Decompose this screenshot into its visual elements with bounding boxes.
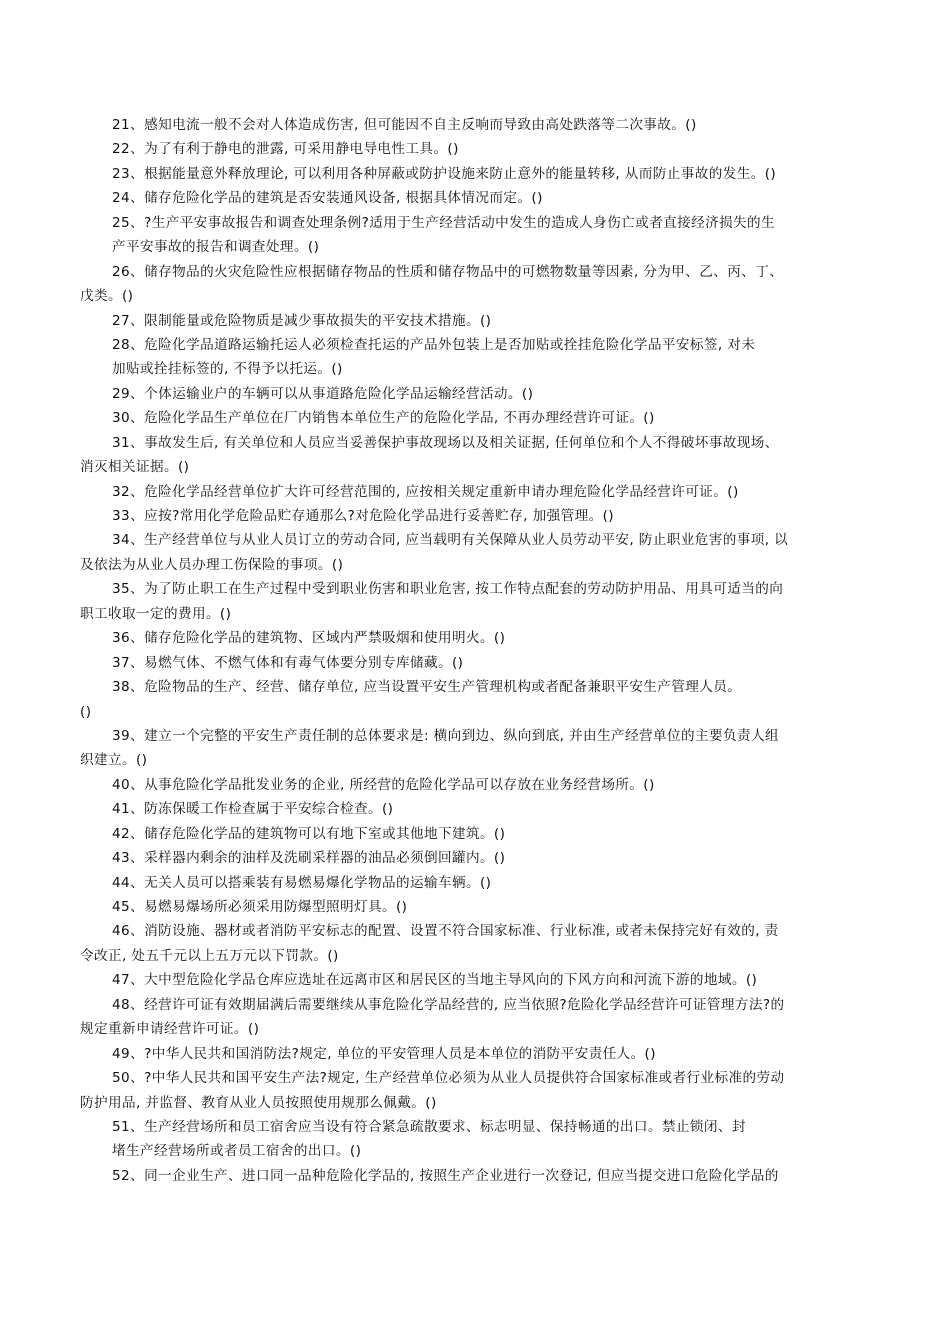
text-line: 防护用品, 并监督、教育从业人员按照使用规那么佩戴。()	[80, 1094, 437, 1111]
text-line: 34、生产经营单位与从业人员订立的劳动合同, 应当载明有关保障从业人员劳动平安, 防止职业危害的事项, 以	[112, 532, 789, 549]
text-line: 26、储存物品的火灾危险性应根据储存物品的性质和储存物品中的可燃物数量等因素, 分为甲、乙、丙、丁、	[112, 263, 784, 280]
text-line: 32、危险化学品经营单位扩大许可经营范围的, 应按相关规定重新申请办理危险化学品经营许可证。()	[112, 483, 739, 500]
text-line: 50、?中华人民共和国平安生产法?规定, 生产经营单位必须为从业人员提供符合国家标准或者行业标准的劳动	[112, 1070, 785, 1087]
text-line: 31、事故发生后, 有关单位和人员应当妥善保护事故现场以及相关证据, 任何单位和个人不得破坏事故现场、	[112, 434, 779, 451]
text-line: 令改正, 处五千元以上五万元以下罚款。()	[80, 947, 339, 964]
text-line: 40、从事危险化学品批发业务的企业, 所经营的危险化学品可以存放在业务经营场所。()	[112, 776, 655, 793]
text-line: ()	[80, 703, 92, 720]
text-line: 加贴或拴挂标签的, 不得予以托运。()	[112, 361, 343, 378]
text-line: 36、储存危险化学品的建筑物、区域内严禁吸烟和使用明火。()	[112, 630, 506, 647]
text-line: 44、无关人员可以搭乘装有易燃易爆化学物品的运输车辆。()	[112, 874, 492, 891]
text-line: 30、危险化学品生产单位在厂内销售本单位生产的危险化学品, 不再办理经营许可证。()	[112, 410, 655, 427]
text-line: 41、防冻保暖工作检查属于平安综合检查。()	[112, 801, 394, 818]
text-line: 33、应按?常用化学危险品贮存通那么?对危险化学品进行妥善贮存, 加强管理。()	[112, 508, 614, 524]
text-line: 22、为了有利于静电的泄露, 可采用静电导电性工具。()	[112, 141, 459, 158]
text-line: 42、储存危险化学品的建筑物可以有地下室或其他地下建筑。()	[112, 825, 506, 842]
text-line: 35、为了防止职工在生产过程中受到职业伤害和职业危害, 按工作特点配套的劳动防护用品、用具可适当的向	[112, 581, 784, 598]
text-line: 23、根据能量意外释放理论, 可以利用各种屏蔽或防护设施来防止意外的能量转移, 从而防止事故的发生。()	[112, 165, 777, 182]
text-line: 28、危险化学品道路运输托运人必须检查托运的产品外包装上是否加贴或拴挂危险化学品平安标签, 对未	[112, 336, 756, 353]
text-line: 45、易燃易爆场所必须采用防爆型照明灯具。()	[112, 899, 408, 915]
question-list	[80, 113, 880, 1188]
text-line: 21、感知电流一般不会对人体造成伤害, 但可能因不自主反响而导致由高处跌落等二次事故。()	[112, 117, 697, 133]
text-line: 24、储存危险化学品的建筑是否安装通风设备, 根据具体情况而定。()	[112, 190, 543, 207]
text-line: 38、危险物品的生产、经营、储存单位, 应当设置平安生产管理机构或者配备兼职平安生产管理人员。	[112, 679, 742, 696]
text-line: 49、?中华人民共和国消防法?规定, 单位的平安管理人员是本单位的消防平安责任人。()	[112, 1045, 656, 1062]
text-line: 戊类。()	[80, 288, 134, 305]
text-line: 46、消防设施、器材或者消防平安标志的配置、设置不符合国家标准、行业标准, 或者未保持完好有效的, 责	[112, 923, 779, 940]
text-line: 29、个体运输业户的车辆可以从事道路危险化学品运输经营活动。()	[112, 385, 534, 402]
text-line: 37、易燃气体、不燃气体和有毒气体要分别专库储藏。()	[112, 654, 464, 671]
text-line: 47、大中型危险化学品仓库应选址在远离市区和居民区的当地主导风向的下风方向和河流下游的地域。()	[112, 972, 758, 989]
text-line: 43、采样器内剩余的油样及洗刷采样器的油品必须倒回罐内。()	[112, 850, 506, 867]
text-line: 消灭相关证据。()	[80, 459, 190, 476]
text-line: 25、?生产平安事故报告和调查处理条例?适用于生产经营活动中发生的造成人身伤亡或者直接经济损失的生	[112, 214, 776, 231]
text-line: 51、生产经营场所和员工宿舍应当设有符合紧急疏散要求、标志明显、保持畅通的出口。禁止锁闭、封	[112, 1118, 746, 1135]
text-line: 职工收取一定的费用。()	[80, 605, 232, 622]
text-line: 规定重新申请经营许可证。()	[80, 1021, 260, 1038]
text-line: 堵生产经营场所或者员工宿舍的出口。()	[112, 1143, 362, 1160]
text-line: 48、经营许可证有效期届满后需要继续从事危险化学品经营的, 应当依照?危险化学品经营许可证管理方法?的	[112, 996, 785, 1013]
text-line: 52、同一企业生产、进口同一品种危险化学品的, 按照生产企业进行一次登记, 但应当提交进口危险化学品的	[112, 1167, 779, 1184]
text-line: 产平安事故的报告和调查处理。()	[112, 239, 320, 256]
text-line: 织建立。()	[80, 752, 148, 769]
text-line: 及依法为从业人员办理工伤保险的事项。()	[80, 556, 344, 573]
text-line: 27、限制能量或危险物质是减少事故损失的平安技术措施。()	[112, 312, 492, 329]
text-line: 39、建立一个完整的平安生产责任制的总体要求是: 横向到边、纵向到底, 并由生产经营单位的主要负责人组	[112, 727, 779, 744]
